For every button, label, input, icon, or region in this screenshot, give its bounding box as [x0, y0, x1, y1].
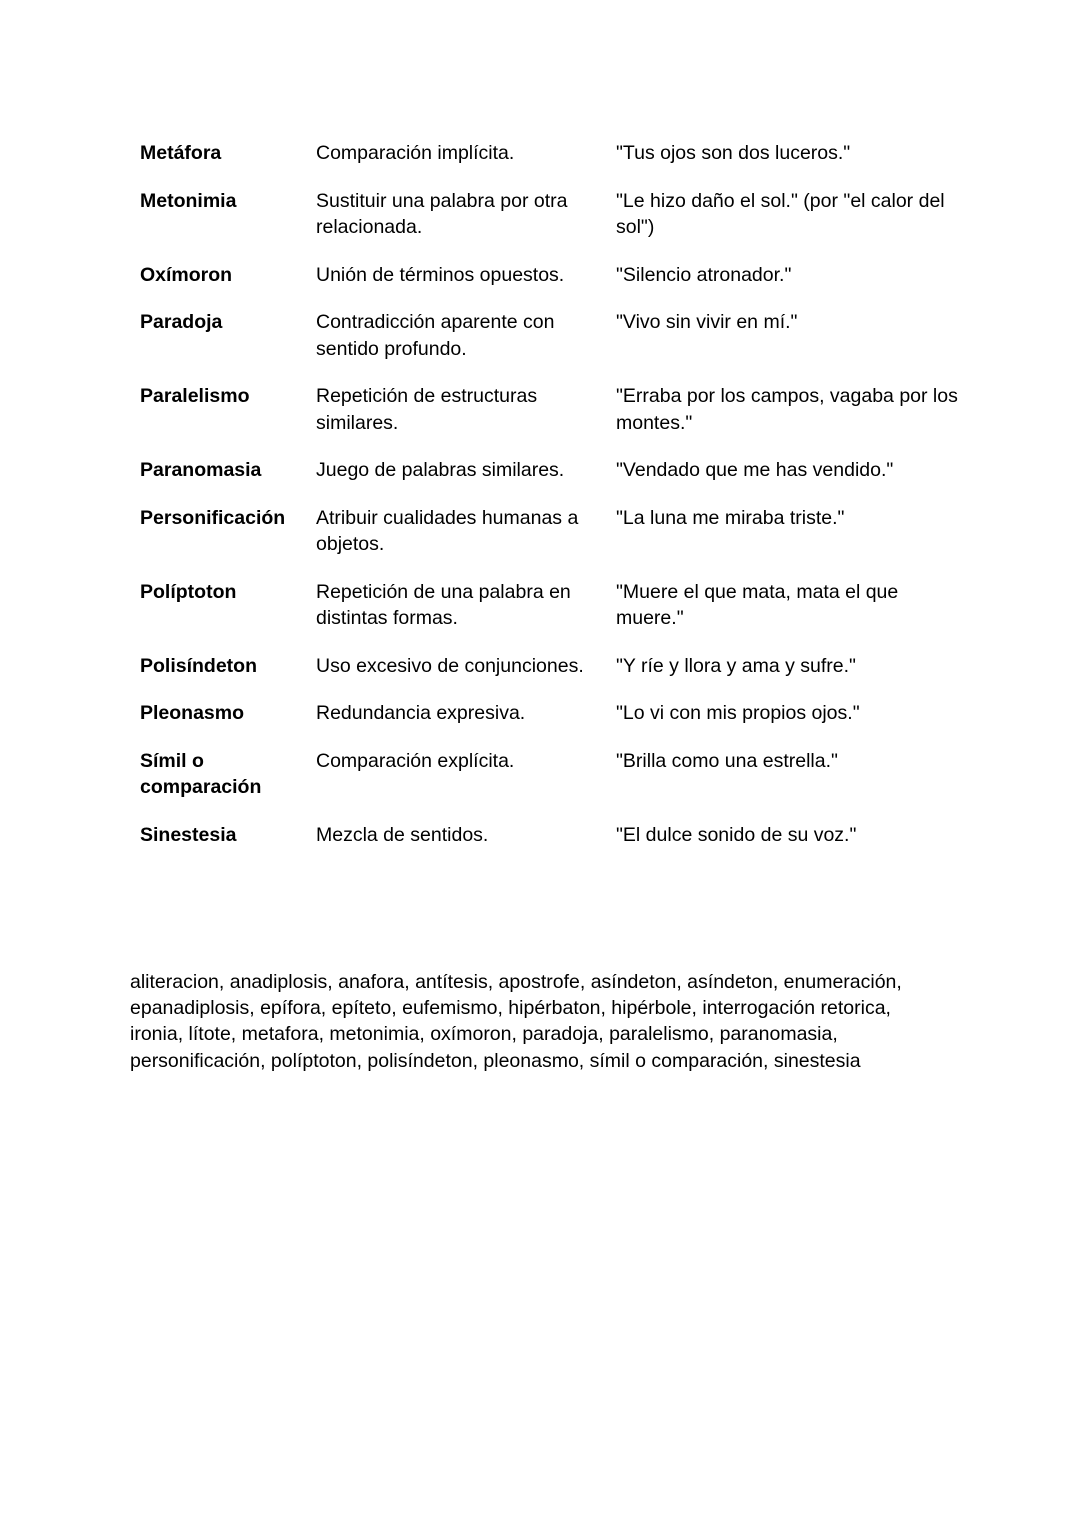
figure-name: Paralelismo — [140, 385, 250, 407]
table-row — [140, 700, 960, 748]
figure-example: "Vendado que me has vendido." — [616, 459, 894, 481]
figure-name: Pleonasmo — [140, 702, 245, 724]
figure-name: Paradoja — [140, 311, 223, 333]
figure-name: Sinestesia — [140, 823, 237, 846]
table-row — [140, 309, 960, 383]
figure-definition: Atribuir cualidades humanas a objetos. — [316, 506, 579, 555]
figure-example: "Le hizo daño el sol." (por "el calor del sol") — [616, 189, 945, 238]
figure-definition: Contradicción aparente con sentido profundo. — [316, 311, 555, 360]
figures-summary-list: aliteracion, anadiplosis, anafora, antítesis, apostrofe, asíndeton, asíndeton, enumeración, epanadiplosis, epífora, epíteto, eufemismo, hipérbaton, hipérbole, interrogación retorica, ironia, lítote, metafora, metonimia, oxímoron, paradoja, paralelismo, paranomasia, personificación, políptoton, polisíndeton, pleonasmo, símil o comparación, sinestesia — [130, 971, 902, 1072]
figure-example: "Brilla como una estrella." — [616, 749, 838, 772]
figure-definition: Unión de términos opuestos. — [316, 263, 565, 286]
table-row — [140, 262, 960, 310]
figure-definition: Repetición de una palabra en distintas formas. — [316, 580, 571, 629]
table-row — [140, 579, 960, 653]
table-row — [140, 383, 960, 457]
figure-definition: Comparación explícita. — [316, 749, 515, 772]
figure-definition: Repetición de estructuras similares. — [316, 385, 538, 434]
figure-name: Oxímoron — [140, 263, 233, 286]
figure-example: "El dulce sonido de su voz." — [616, 823, 857, 846]
figure-definition: Mezcla de sentidos. — [316, 823, 489, 846]
figure-definition: Sustituir una palabra por otra relacionada. — [316, 189, 568, 238]
figure-example: "La luna me miraba triste." — [616, 506, 845, 529]
figure-example: "Lo vi con mis propios ojos." — [616, 702, 860, 724]
figure-name: Metáfora — [140, 142, 222, 164]
figure-example: "Silencio atronador." — [616, 263, 792, 286]
figure-definition: Uso excesivo de conjunciones. — [316, 654, 584, 677]
figure-example: "Tus ojos son dos luceros." — [616, 142, 851, 164]
figure-name: Símil o comparación — [140, 749, 262, 798]
figure-name: Paranomasia — [140, 459, 262, 481]
table-row — [140, 822, 960, 870]
table-row — [140, 457, 960, 505]
table-row — [140, 188, 960, 262]
figure-name: Personificación — [140, 506, 286, 529]
figure-name: Polisíndeton — [140, 654, 257, 677]
figure-example: "Vivo sin vivir en mí." — [616, 311, 798, 333]
figure-name: Políptoton — [140, 580, 237, 603]
figure-definition: Redundancia expresiva. — [316, 702, 526, 724]
figure-example: "Y ríe y llora y ama y sufre." — [616, 654, 856, 677]
figure-example: "Erraba por los campos, vagaba por los montes." — [616, 385, 958, 434]
figure-definition: Juego de palabras similares. — [316, 459, 565, 481]
table-row — [140, 140, 960, 188]
figure-name: Metonimia — [140, 189, 237, 212]
figure-example: "Muere el que mata, mata el que muere." — [616, 580, 899, 629]
table-row — [140, 748, 960, 822]
rhetorical-figures-table — [140, 140, 960, 869]
table-row — [140, 505, 960, 579]
figure-definition: Comparación implícita. — [316, 142, 515, 164]
table-row — [140, 653, 960, 701]
